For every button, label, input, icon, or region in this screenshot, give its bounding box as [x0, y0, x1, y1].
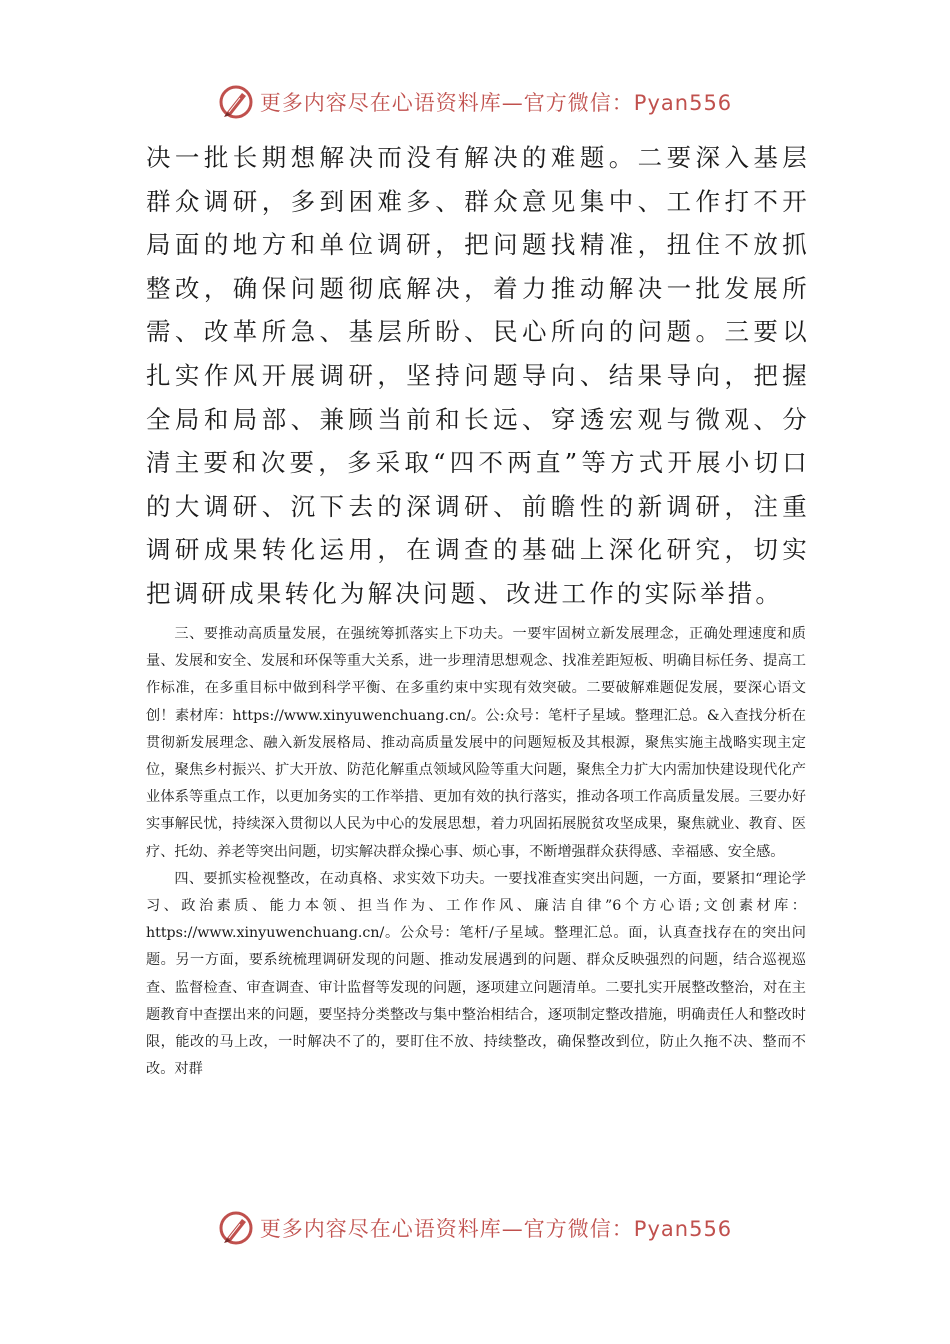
- header-banner: [0, 82, 950, 122]
- pen-logo-icon: [218, 1210, 254, 1246]
- paragraph-four: 四、要抓实检视整改，在动真格、求实效下功夫。一要找准查实突出问题，一方面，要紧扣“理论学习、政治素质、能力本领、担当作为、工作作风、廉洁自律”6个方心语;文创素材库：https://www.xinyuwenchuang.cn/。公众号：笔杆/子星域。整理汇总。面，认真查找存在的突出问题。另一方面，要系统梳理调研发现的问题、推动发展遇到的问题、群众反映强烈的问题，结合巡视巡查、监督检查、审查调查、审计监督等发现的问题，逐项建立问题清单。二要扎实开展整改整治，对在主题教育中查摆出来的问题，要坚持分类整改与集中整治相结合，逐项制定整改措施，明确责任人和整改时限，能改的马上改，一时解决不了的，要盯住不放、持续整改，确保整改到位，防止久拖不决、整而不改。对群: [146, 870, 806, 1078]
- small-text-section: [146, 621, 806, 1083]
- footer-banner-text: 更多内容尽在心语资料库—官方微信：Pyan556: [259, 1217, 733, 1241]
- large-text-paragraph: 决一批长期想解决而没有解决的难题。二要深入基层群众调研，多到困难多、群众意见集中、工作打不开局面的地方和单位调研，把问题找精准，扭住不放抓整改，确保问题彻底解决，着力推动解决一批发展所需、改革所急、基层所盼、民心所向的问题。三要以扎实作风开展调研，坚持问题导向、结果导向，把握全局和局部、兼顾当前和长远、穿透宏观与微观、分清主要和次要，多采取“四不两直”等方式开展小切口的大调研、沉下去的深调研、前瞻性的新调研，注重调研成果转化运用，在调查的基础上深化研究，切实把调研成果转化为解决问题、改进工作的实际举措。: [146, 143, 810, 608]
- pen-logo-icon: [218, 84, 254, 120]
- header-banner-text: 更多内容尽在心语资料库—官方微信：Pyan556: [259, 91, 733, 115]
- footer-banner: [0, 1208, 950, 1248]
- paragraph-three: 三、要推动高质量发展，在强统筹抓落实上下功夫。一要牢固树立新发展理念，正确处理速度和质量、发展和安全、发展和环保等重大关系，进一步理清思想观念、找准差距短板、明确目标任务、提高工作标准，在多重目标中做到科学平衡、在多重约束中实现有效突破。二要破解难题促发展，要深心语文创！素材库：https://www.xinyuwenchuang.cn/。公:众号：笔杆子星域。整理汇总。&入查找分析在贯彻新发展理念、融入新发展格局、推动高质量发展中的问题短板及其根源，聚焦实施主战略实现主定位，聚焦乡村振兴、扩大开放、防范化解重点领域风险等重大问题，聚焦全力扩大内需加快建设现代化产业体系等重点工作，以更加务实的工作举措、更加有效的执行落实，推动各项工作高质量发展。三要办好实事解民忧，持续深入贯彻以人民为中心的发展思想，着力巩固拓展脱贫攻坚成果，聚焦就业、教育、医疗、托幼、养老等突出问题，切实解决群众操心事、烦心事，不断增强群众获得感、幸福感、安全感。: [146, 626, 806, 860]
